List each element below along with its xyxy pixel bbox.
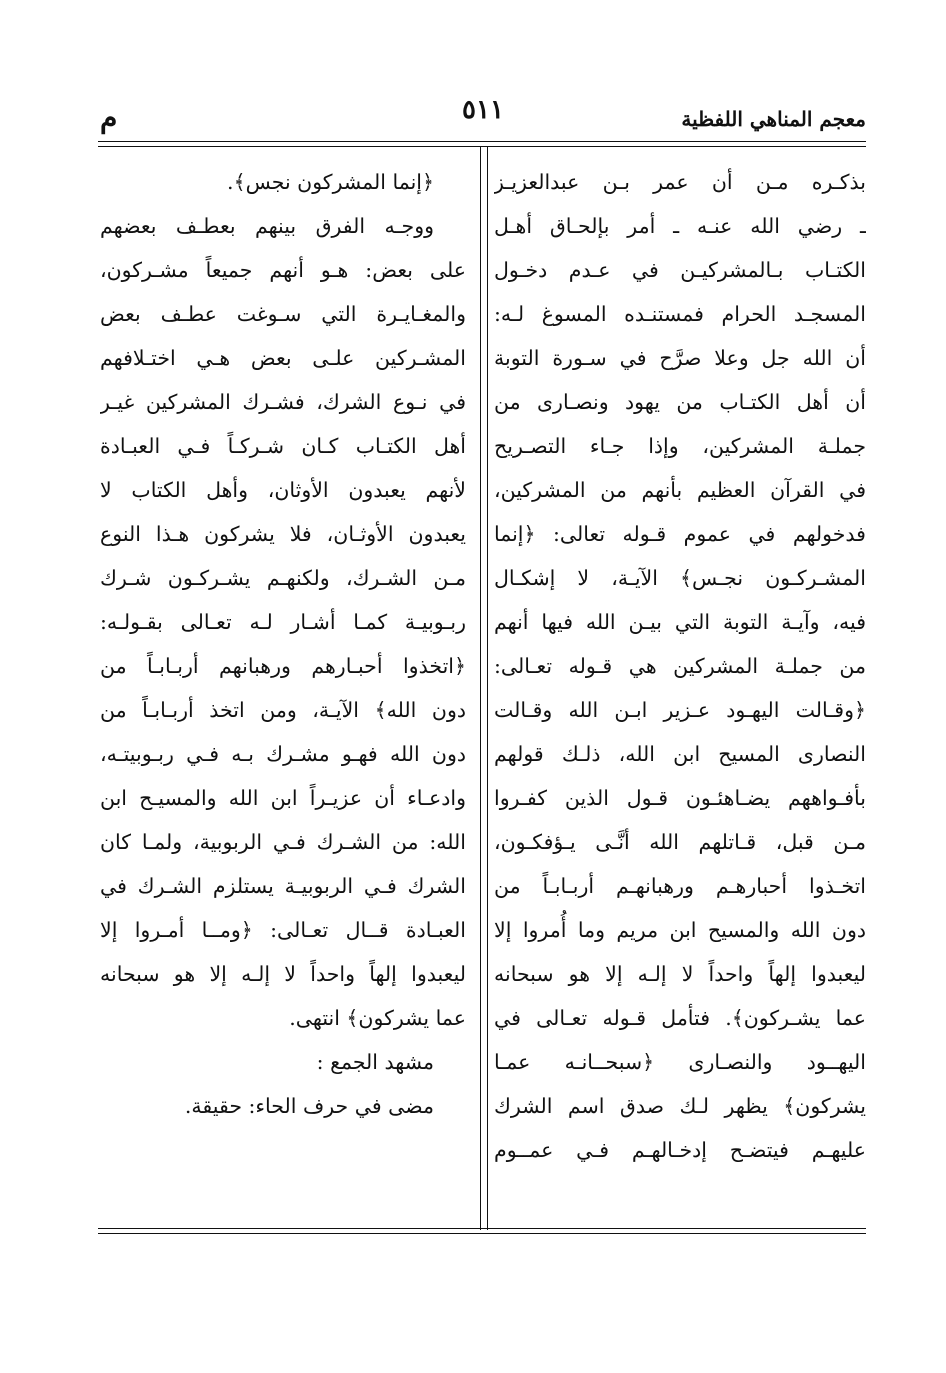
text-line: الكتـاب بـالمشركيـن في عـدم دخـول: [494, 258, 866, 282]
text-line: الله: من الشـرك فـي الربوبية، ولمـا كان: [100, 830, 466, 854]
text-line: بذكـره مـن أن عمر بـن عبدالعزيـز: [494, 170, 866, 194]
left-column: [100, 160, 466, 1128]
header-rule: [98, 146, 866, 147]
column-divider: [487, 146, 488, 1230]
text-line: الشرك فـي الربوبيـة يستلزم الشـرك في: [100, 874, 466, 898]
text-line: ﴿إنما المشركون نجس﴾.: [227, 170, 434, 194]
text-line: المشـركين علـى بعض هـي اختـلافهم: [100, 346, 466, 370]
text-line: أهل الكتـاب كـان شـركـاً فـي العبـادة: [100, 434, 466, 458]
text-line: جملـة المشركين، وإذا جـاء التصـريح: [494, 434, 866, 458]
text-line: لأنهم يعبدون الأوثان، وأهل الكتاب لا: [100, 478, 466, 502]
text-line: أن أهل الكتـاب من يهود ونصـارى من: [494, 390, 866, 414]
text-line: المسجـد الحرام فمستنـده المسوغ لـه:: [494, 302, 866, 326]
text-line: عما يشـركون﴾. فتأمل قـوله تعـالى في: [494, 1006, 866, 1030]
footer-rule: [98, 1228, 866, 1229]
text-line: ليعبدوا إلهاً واحداً لا إلـه إلا هو سبحانه: [494, 962, 866, 986]
text-line: العبـادة قــال تعـالى: ﴿ومــا أمـروا إلا: [100, 918, 466, 942]
text-line: دون الله﴾ الآيـة، ومن اتخذ أربـابـاً من: [100, 698, 466, 722]
text-line: ﴿وقـالت اليهـود عـزير ابـن الله وقـالت: [494, 698, 866, 722]
text-line: على بعض: هـو أنهم جميعاً مشـركون،: [100, 258, 466, 282]
letter-mark: م: [100, 101, 118, 134]
text-line: دون الله والمسيح ابن مريم وما أُمروا إلا: [494, 918, 866, 942]
text-line: والمغـايـرة التي سـوغت عطـف بعض: [100, 302, 466, 326]
text-line: النصارى المسيح ابن الله، ذلـك قولهم: [494, 742, 866, 766]
text-line: بأفـواههم يضـاهئـون قـول الذين كفـروا: [494, 786, 866, 810]
text-line: المشـركـون نجـس﴾ الآيـة، لا إشكـال: [494, 566, 866, 590]
text-line: فدخولهم في عموم قـوله تعالى: ﴿إنما: [494, 522, 866, 546]
text-line: أن الله جل وعلا صرَّح في سـورة التوبة: [494, 346, 866, 370]
running-head: معجم المناهي اللفظية: [681, 107, 866, 131]
page-number: ٥١١: [462, 95, 504, 125]
text-line: مـن الشـرك، ولكنهـم يشـركـون شـرك: [100, 566, 466, 590]
text-line: مضى في حرف الحاء: حقيقة.: [184, 1094, 434, 1118]
text-line: اتخـذوا أحبارهـم ورهبانهـم أربـابـاً من: [494, 874, 866, 898]
text-line: ووجـه الفرق بينهم بعطـف بعضهم: [100, 214, 434, 238]
text-line: فيه، وآيـة التوبة التي بيـن الله فيها أنهم: [494, 610, 866, 634]
right-column: [494, 160, 866, 1172]
header-rule: [98, 141, 866, 142]
text-line: دون الله فهـو مشـرك بـه فـي ربـوبيتـه،: [100, 742, 466, 766]
text-line: من جملـة المشركين هي قـوله تعـالى:: [494, 654, 866, 678]
page-header: [100, 95, 866, 145]
text-line: وادعـاء أن عزيـراً ابن الله والمسيـح ابن: [100, 786, 466, 810]
text-line: ربـوبيـة كمـا أشـار لـه تعـالى بقـولـه:: [100, 610, 466, 634]
text-line: مـن قبل، قـاتلهم الله أنَّـى يـؤفكـون،: [494, 830, 866, 854]
text-line: في نـوع الشرك، فشـرك المشركين غيـر: [100, 390, 466, 414]
text-line: ﴿اتخذوا أحبـارهم ورهبانهم أربـابـاً من: [100, 654, 466, 678]
text-line: اليهــود والنصـارى ﴿سبحــانـه عمـا: [494, 1050, 866, 1074]
text-line: في القرآن العظيم بأنهم من المشركين،: [494, 478, 866, 502]
text-line: يعبدون الأوثـان، فلا يشركون هـذا النوع: [100, 522, 466, 546]
text-line: ـ رضي الله عنـه ـ أمر بإلحـاق أهـل: [494, 214, 866, 238]
text-line: عما يشركون﴾ انتهى.: [289, 1006, 466, 1030]
column-divider: [480, 146, 481, 1230]
text-line: عليهـم فيتضـح إدخـالهـم فـي عمــوم: [494, 1138, 866, 1162]
text-line: يشركون﴾ يظهر لـك صدق اسم الشرك: [494, 1094, 866, 1118]
footer-rule: [98, 1233, 866, 1234]
text-line: ليعبدوا إلهاً واحداً لا إلـه إلا هو سبحانه: [100, 962, 466, 986]
section-heading: مشهد الجمع :: [316, 1050, 434, 1074]
